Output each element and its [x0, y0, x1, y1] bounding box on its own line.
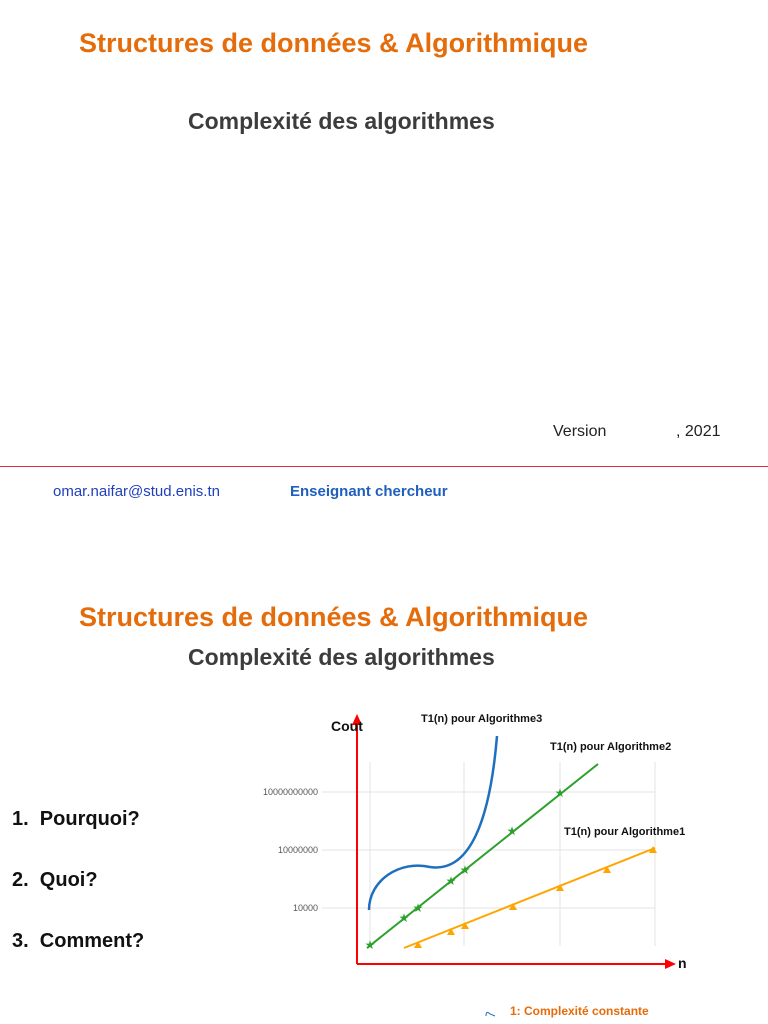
- x-axis-arrow: [665, 959, 676, 969]
- version-year: , 2021: [676, 423, 721, 440]
- author-role: Enseignant chercheur: [290, 483, 448, 500]
- y-tick-label: 10000: [292, 903, 318, 913]
- bottom-label: 1: Complexité constante: [510, 1004, 649, 1018]
- slide-divider: [0, 466, 768, 467]
- series-label-algo2: T1(n) pour Algorithme2: [550, 741, 672, 753]
- list-label: Comment?: [39, 930, 145, 952]
- list-number: 1.: [12, 808, 40, 830]
- brace-icon: [486, 1012, 495, 1016]
- series-label-algo3: T1(n) pour Algorithme3: [421, 713, 543, 725]
- series-line-algo3: [369, 736, 497, 910]
- complexity-chart: [0, 700, 768, 1024]
- list-number: 3.: [12, 930, 40, 952]
- marker-algo2: ★: [445, 874, 457, 888]
- author-email[interactable]: omar.naifar@stud.enis.tn: [53, 483, 220, 500]
- series-algo1: [404, 846, 657, 948]
- slide2-subtitle: Complexité des algorithmes: [188, 644, 495, 670]
- y-tick-label: 10000000: [277, 845, 318, 855]
- series-label-algo1: T1(n) pour Algorithme1: [564, 826, 686, 838]
- version-label: Version: [553, 423, 607, 440]
- slide1-title: Structures de données & Algorithmique: [79, 28, 589, 58]
- marker-algo2: ★: [506, 824, 518, 838]
- marker-algo2: ★: [398, 911, 410, 925]
- marker-algo2: ★: [364, 938, 376, 952]
- marker-algo2: ★: [412, 901, 424, 915]
- y-tick-label: 10000000000: [262, 787, 318, 797]
- x-axis-label: n: [678, 955, 687, 971]
- list-label: Quoi?: [39, 869, 98, 891]
- y-axis-label: Cout: [331, 718, 363, 734]
- list-label: Pourquoi?: [39, 808, 140, 830]
- marker-algo2: ★: [554, 786, 566, 800]
- chart-grid: [322, 762, 655, 946]
- slide2-title: Structures de données & Algorithmique: [79, 602, 589, 632]
- slide1-subtitle: Complexité des algorithmes: [188, 108, 495, 134]
- marker-algo2: ★: [459, 863, 471, 877]
- list-number: 2.: [12, 869, 40, 891]
- series-line-algo1: [404, 848, 655, 948]
